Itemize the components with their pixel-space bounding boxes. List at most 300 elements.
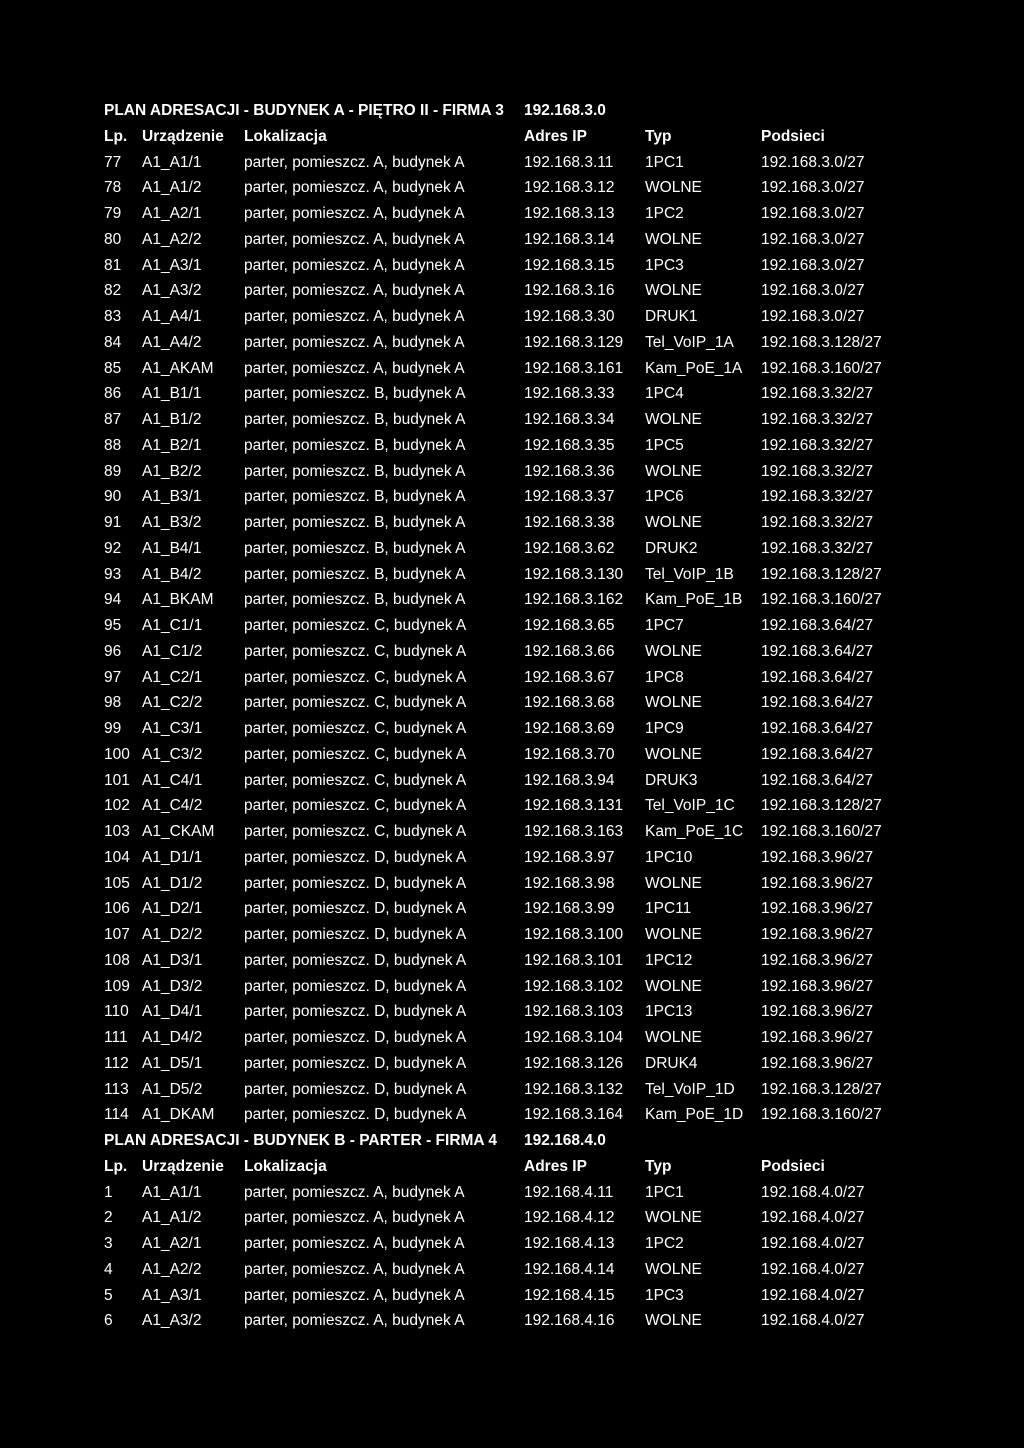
type-cell: WOLNE [645,1260,702,1278]
subnet-cell: 192.168.3.0/27 [761,256,865,274]
type-cell: WOLNE [645,1209,702,1227]
row-number: 109 [104,977,130,995]
row-number: 77 [104,153,122,171]
location-cell: parter, pomieszcz. B, budynek A [244,565,466,583]
device-cell: A1_D4/2 [142,1029,203,1046]
location-cell: parter, pomieszcz. D, budynek A [244,1029,467,1046]
device-cell: A1_C4/1 [142,771,203,789]
device-cell: A1_BKAM [142,591,214,609]
row-number: 107 [104,926,130,943]
device-cell: A1_A2/1 [142,1235,202,1252]
subnet-cell: 192.168.4.0/27 [761,1183,865,1201]
table-row [104,253,924,279]
row-number: 84 [104,333,122,351]
type-cell: WOLNE [645,1029,702,1046]
column-header: Urządzenie [142,127,224,145]
subnet-cell: 192.168.3.128/27 [761,1080,882,1098]
ip-address-cell: 192.168.3.132 [524,1080,624,1098]
ip-address-cell: 192.168.3.15 [524,256,615,274]
device-cell: A1_C1/1 [142,617,203,634]
type-cell: DRUK3 [645,771,698,789]
column-header: Podsieci [761,127,825,145]
table-row [104,1180,924,1206]
subnet-cell: 192.168.3.0/27 [761,282,865,300]
subnet-cell: 192.168.3.96/27 [761,1003,874,1021]
subnet-cell: 192.168.3.64/27 [761,668,874,686]
row-number: 80 [104,230,122,248]
ip-address-cell: 192.168.4.14 [524,1260,615,1278]
device-cell: A1_C1/2 [142,642,203,660]
location-cell: parter, pomieszcz. B, budynek A [244,488,466,506]
subnet-cell: 192.168.3.32/27 [761,411,874,428]
subnet-cell: 192.168.3.0/27 [761,205,865,222]
table-header-row [104,1154,924,1180]
type-cell: WOLNE [645,642,702,660]
column-header: Lokalizacja [244,127,327,145]
type-cell: WOLNE [645,874,702,892]
row-number: 87 [104,411,122,428]
location-cell: parter, pomieszcz. C, budynek A [244,720,467,737]
ip-address-cell: 192.168.3.67 [524,668,615,686]
subnet-cell: 192.168.3.0/27 [761,230,865,248]
table-row [104,1231,924,1257]
location-cell: parter, pomieszcz. A, budynek A [244,153,465,171]
table-row [104,175,924,201]
subnet-cell: 192.168.3.160/27 [761,1106,882,1124]
type-cell: Kam_PoE_1B [645,591,743,609]
location-cell: parter, pomieszcz. C, budynek A [244,823,467,840]
ip-address-cell: 192.168.3.11 [524,153,614,171]
location-cell: parter, pomieszcz. B, budynek A [244,436,466,454]
row-number: 92 [104,539,122,557]
subnet-cell: 192.168.3.96/27 [761,951,874,969]
row-number: 112 [104,1054,129,1072]
ip-address-cell: 192.168.4.15 [524,1286,615,1304]
subnet-cell: 192.168.3.64/27 [761,617,874,634]
row-number: 111 [104,1029,128,1046]
type-cell: Tel_VoIP_1C [645,797,735,815]
row-number: 101 [104,771,130,789]
location-cell: parter, pomieszcz. D, budynek A [244,848,467,866]
type-cell: WOLNE [645,462,702,480]
row-number: 93 [104,565,122,583]
type-cell: 1PC6 [645,488,684,506]
section-title-row [104,98,924,124]
location-cell: parter, pomieszcz. D, budynek A [244,1054,467,1072]
device-cell: A1_D1/1 [142,848,203,866]
ip-address-cell: 192.168.4.13 [524,1235,615,1252]
ip-address-cell: 192.168.3.13 [524,205,615,222]
row-number: 103 [104,823,130,840]
ip-address-cell: 192.168.3.98 [524,874,615,892]
device-cell: A1_A2/2 [142,230,202,248]
subnet-cell: 192.168.3.32/27 [761,514,874,531]
row-number: 81 [104,256,122,274]
ip-address-cell: 192.168.3.131 [524,797,624,815]
location-cell: parter, pomieszcz. B, budynek A [244,462,466,480]
ip-address-cell: 192.168.3.94 [524,771,615,789]
row-number: 90 [104,488,122,506]
table-row [104,871,924,897]
type-cell: WOLNE [645,926,702,943]
subnet-cell: 192.168.3.96/27 [761,874,874,892]
location-cell: parter, pomieszcz. C, budynek A [244,797,467,815]
ip-address-cell: 192.168.3.14 [524,230,615,248]
device-cell: A1_A3/1 [142,256,202,274]
row-number: 4 [104,1260,113,1278]
table-row [104,562,924,588]
ip-address-cell: 192.168.3.30 [524,308,615,325]
location-cell: parter, pomieszcz. D, budynek A [244,1106,467,1124]
location-cell: parter, pomieszcz. A, budynek A [244,205,465,222]
ip-address-cell: 192.168.3.104 [524,1029,624,1046]
column-header: Lokalizacja [244,1157,327,1175]
type-cell: 1PC4 [645,385,684,403]
subnet-cell: 192.168.3.128/27 [761,797,882,815]
type-cell: Kam_PoE_1C [645,823,744,840]
device-cell: A1_B1/1 [142,385,202,403]
table-row [104,768,924,794]
ip-address-cell: 192.168.3.33 [524,385,615,403]
table-row [104,227,924,253]
type-cell: WOLNE [645,977,702,995]
row-number: 79 [104,205,122,222]
table-row [104,922,924,948]
device-cell: A1_A1/1 [142,1183,202,1201]
row-number: 98 [104,694,122,712]
device-cell: A1_D1/2 [142,874,203,892]
table-row [104,742,924,768]
location-cell: parter, pomieszcz. A, budynek A [244,1235,465,1252]
subnet-cell: 192.168.3.32/27 [761,385,874,403]
table-row [104,1077,924,1103]
subnet-cell: 192.168.3.160/27 [761,359,882,377]
location-cell: parter, pomieszcz. D, budynek A [244,874,467,892]
row-number: 83 [104,308,122,325]
type-cell: 1PC8 [645,668,684,686]
location-cell: parter, pomieszcz. C, budynek A [244,668,467,686]
table-row [104,304,924,330]
device-cell: A1_DKAM [142,1106,215,1124]
row-number: 89 [104,462,122,480]
device-cell: A1_D5/1 [142,1054,203,1072]
subnet-cell: 192.168.3.0/27 [761,308,865,325]
device-cell: A1_CKAM [142,823,215,840]
type-cell: DRUK1 [645,308,698,325]
subnet-cell: 192.168.3.160/27 [761,591,882,609]
type-cell: WOLNE [645,1312,702,1330]
row-number: 113 [104,1080,129,1098]
table-row [104,1308,924,1334]
type-cell: 1PC3 [645,1286,684,1304]
column-header: Podsieci [761,1157,825,1175]
type-cell: WOLNE [645,745,702,763]
device-cell: A1_B3/1 [142,488,202,506]
row-number: 88 [104,436,122,454]
subnet-cell: 192.168.3.96/27 [761,848,874,866]
table-row [104,896,924,922]
device-cell: A1_A3/2 [142,282,202,300]
type-cell: 1PC10 [645,848,693,866]
row-number: 91 [104,514,122,531]
device-cell: A1_D3/1 [142,951,203,969]
device-cell: A1_C2/2 [142,694,203,712]
row-number: 100 [104,745,130,763]
location-cell: parter, pomieszcz. A, budynek A [244,308,465,325]
location-cell: parter, pomieszcz. D, budynek A [244,1080,467,1098]
column-header: Adres IP [524,1157,587,1175]
ip-address-cell: 192.168.3.100 [524,926,624,943]
table-row [104,459,924,485]
row-number: 1 [104,1183,113,1201]
row-number: 86 [104,385,122,403]
row-number: 99 [104,720,122,737]
subnet-cell: 192.168.3.96/27 [761,926,874,943]
table-row [104,587,924,613]
type-cell: Tel_VoIP_1B [645,565,734,583]
device-cell: A1_AKAM [142,359,214,377]
type-cell: DRUK2 [645,539,698,557]
subnet-cell: 192.168.4.0/27 [761,1260,865,1278]
section-title: PLAN ADRESACJI - BUDYNEK B - PARTER - FIRMA 4 [104,1132,497,1149]
location-cell: parter, pomieszcz. D, budynek A [244,1003,467,1021]
type-cell: 1PC11 [645,900,692,918]
ip-address-cell: 192.168.3.164 [524,1106,624,1124]
ip-address-cell: 192.168.3.69 [524,720,615,737]
table-row [104,510,924,536]
location-cell: parter, pomieszcz. D, budynek A [244,926,467,943]
device-cell: A1_A1/1 [142,153,202,171]
device-cell: A1_B2/1 [142,436,202,454]
table-row [104,536,924,562]
section-network: 192.168.3.0 [524,102,606,119]
device-cell: A1_D5/2 [142,1080,203,1098]
device-cell: A1_B1/2 [142,411,202,428]
device-cell: A1_B4/1 [142,539,202,557]
location-cell: parter, pomieszcz. B, budynek A [244,411,466,428]
table-header-row [104,124,924,150]
column-header: Adres IP [524,127,587,145]
location-cell: parter, pomieszcz. D, budynek A [244,900,467,918]
device-cell: A1_C3/1 [142,720,203,737]
ip-address-cell: 192.168.3.161 [524,359,624,377]
type-cell: 1PC13 [645,1003,693,1021]
location-cell: parter, pomieszcz. D, budynek A [244,977,467,995]
subnet-cell: 192.168.3.64/27 [761,694,874,712]
device-cell: A1_C2/1 [142,668,203,686]
table-row [104,613,924,639]
table-row [104,484,924,510]
table-row [104,407,924,433]
device-cell: A1_A4/1 [142,308,202,325]
device-cell: A1_B4/2 [142,565,202,583]
type-cell: WOLNE [645,514,702,531]
ip-address-cell: 192.168.3.62 [524,539,615,557]
location-cell: parter, pomieszcz. A, budynek A [244,1209,465,1227]
type-cell: 1PC2 [645,1235,684,1252]
ip-address-cell: 192.168.3.65 [524,617,615,634]
subnet-cell: 192.168.3.96/27 [761,1029,874,1046]
table-row [104,330,924,356]
addressing-plan-document [104,98,924,1334]
subnet-cell: 192.168.3.32/27 [761,436,874,454]
device-cell: A1_D4/1 [142,1003,203,1021]
ip-address-cell: 192.168.3.38 [524,514,615,531]
section-title: PLAN ADRESACJI - BUDYNEK A - PIĘTRO II - FIRMA 3 [104,102,504,119]
addressing-table [104,98,924,1334]
table-row [104,1257,924,1283]
table-row [104,665,924,691]
row-number: 114 [104,1106,129,1124]
row-number: 94 [104,591,122,609]
subnet-cell: 192.168.4.0/27 [761,1286,865,1304]
table-row [104,1102,924,1128]
subnet-cell: 192.168.3.96/27 [761,1054,874,1072]
row-number: 95 [104,617,122,634]
ip-address-cell: 192.168.3.37 [524,488,615,506]
subnet-cell: 192.168.4.0/27 [761,1209,865,1227]
location-cell: parter, pomieszcz. A, budynek A [244,230,465,248]
type-cell: Kam_PoE_1D [645,1106,744,1124]
row-number: 97 [104,668,122,686]
subnet-cell: 192.168.3.32/27 [761,539,874,557]
column-header: Lp. [104,1157,128,1175]
ip-address-cell: 192.168.3.36 [524,462,615,480]
device-cell: A1_C3/2 [142,745,203,763]
type-cell: 1PC5 [645,436,684,454]
row-number: 6 [104,1312,113,1330]
location-cell: parter, pomieszcz. B, budynek A [244,514,466,531]
section-title-row [104,1128,924,1154]
type-cell: Tel_VoIP_1D [645,1080,735,1098]
subnet-cell: 192.168.4.0/27 [761,1235,865,1252]
location-cell: parter, pomieszcz. A, budynek A [244,1183,465,1201]
ip-address-cell: 192.168.3.101 [524,951,624,969]
subnet-cell: 192.168.3.0/27 [761,179,865,197]
table-row [104,974,924,1000]
ip-address-cell: 192.168.3.102 [524,977,624,995]
row-number: 106 [104,900,130,918]
subnet-cell: 192.168.3.64/27 [761,720,874,737]
subnet-cell: 192.168.3.64/27 [761,771,874,789]
ip-address-cell: 192.168.3.162 [524,591,624,609]
ip-address-cell: 192.168.3.130 [524,565,624,583]
location-cell: parter, pomieszcz. C, budynek A [244,694,467,712]
row-number: 110 [104,1003,129,1021]
subnet-cell: 192.168.3.0/27 [761,153,865,171]
column-header: Lp. [104,127,128,145]
type-cell: WOLNE [645,282,702,300]
type-cell: WOLNE [645,179,702,197]
row-number: 2 [104,1209,113,1227]
type-cell: WOLNE [645,230,702,248]
location-cell: parter, pomieszcz. A, budynek A [244,359,465,377]
table-row [104,433,924,459]
device-cell: A1_C4/2 [142,797,203,815]
row-number: 105 [104,874,130,892]
section-network: 192.168.4.0 [524,1132,606,1149]
row-number: 3 [104,1235,113,1252]
location-cell: parter, pomieszcz. D, budynek A [244,951,467,969]
subnet-cell: 192.168.3.64/27 [761,642,874,660]
location-cell: parter, pomieszcz. C, budynek A [244,771,467,789]
table-row [104,845,924,871]
column-header: Typ [645,1157,672,1175]
ip-address-cell: 192.168.3.126 [524,1054,624,1072]
location-cell: parter, pomieszcz. B, budynek A [244,539,466,557]
subnet-cell: 192.168.3.128/27 [761,333,882,351]
type-cell: 1PC3 [645,256,684,274]
ip-address-cell: 192.168.4.11 [524,1183,614,1201]
ip-address-cell: 192.168.3.34 [524,411,615,428]
ip-address-cell: 192.168.3.97 [524,848,615,866]
location-cell: parter, pomieszcz. A, budynek A [244,1312,465,1330]
type-cell: Tel_VoIP_1A [645,333,734,351]
subnet-cell: 192.168.3.96/27 [761,977,874,995]
row-number: 82 [104,282,122,300]
type-cell: 1PC1 [645,153,684,171]
location-cell: parter, pomieszcz. A, budynek A [244,282,465,300]
type-cell: WOLNE [645,694,702,712]
subnet-cell: 192.168.3.160/27 [761,823,882,840]
table-row [104,716,924,742]
table-row [104,639,924,665]
ip-address-cell: 192.168.3.70 [524,745,615,763]
ip-address-cell: 192.168.3.129 [524,333,624,351]
ip-address-cell: 192.168.3.66 [524,642,615,660]
location-cell: parter, pomieszcz. C, budynek A [244,617,467,634]
device-cell: A1_D2/2 [142,926,203,943]
location-cell: parter, pomieszcz. A, budynek A [244,256,465,274]
row-number: 96 [104,642,122,660]
row-number: 78 [104,179,122,197]
device-cell: A1_B2/2 [142,462,202,480]
subnet-cell: 192.168.3.64/27 [761,745,874,763]
table-row [104,819,924,845]
device-cell: A1_A1/2 [142,1209,202,1227]
row-number: 104 [104,848,130,866]
subnet-cell: 192.168.3.96/27 [761,900,874,918]
table-row [104,1283,924,1309]
table-row [104,948,924,974]
table-row [104,1025,924,1051]
device-cell: A1_A3/2 [142,1312,202,1330]
ip-address-cell: 192.168.3.103 [524,1003,624,1021]
ip-address-cell: 192.168.4.12 [524,1209,615,1227]
type-cell: 1PC12 [645,951,693,969]
device-cell: A1_A3/1 [142,1286,202,1304]
subnet-cell: 192.168.3.32/27 [761,462,874,480]
table-row [104,381,924,407]
table-row [104,356,924,382]
type-cell: 1PC1 [645,1183,684,1201]
location-cell: parter, pomieszcz. A, budynek A [244,333,465,351]
subnet-cell: 192.168.3.32/27 [761,488,874,506]
table-row [104,793,924,819]
ip-address-cell: 192.168.3.12 [524,179,615,197]
location-cell: parter, pomieszcz. A, budynek A [244,1260,465,1278]
table-row [104,1205,924,1231]
ip-address-cell: 192.168.4.16 [524,1312,615,1330]
table-row [104,1051,924,1077]
ip-address-cell: 192.168.3.68 [524,694,615,712]
location-cell: parter, pomieszcz. B, budynek A [244,385,466,403]
subnet-cell: 192.168.4.0/27 [761,1312,865,1330]
location-cell: parter, pomieszcz. C, budynek A [244,642,467,660]
column-header: Urządzenie [142,1157,224,1175]
table-row [104,201,924,227]
device-cell: A1_A2/2 [142,1260,202,1278]
